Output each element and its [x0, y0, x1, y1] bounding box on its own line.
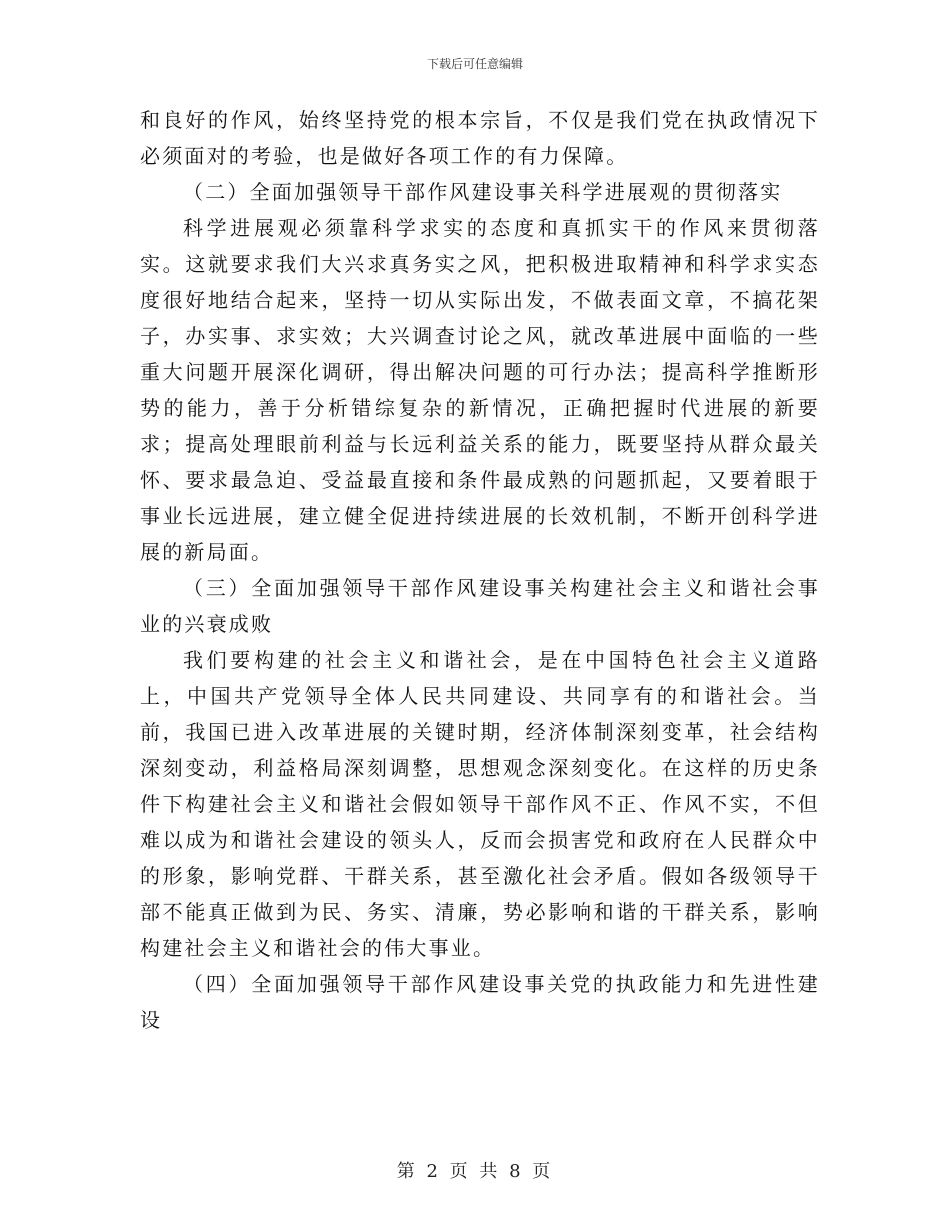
- section-heading-3: （三）全面加强领导干部作风建设事关构建社会主义和谐社会事业的兴衰成败: [140, 576, 820, 636]
- section-heading-4: （四）全面加强领导干部作风建设事关党的执政能力和先进性建设: [140, 972, 820, 1032]
- paragraph-scientific-development: 科学进展观必须靠科学求实的态度和真抓实干的作风来贯彻落实。这就要求我们大兴求真务实之风，把积极进取精神和科学求实态度很好地结合起来，坚持一切从实际出发，不做表面文章，不搞花架子，办实事、求实效；大兴调查讨论之风，就改革进展中面临的一些重大问题开展深化调研，得出解决问题的可行办法；提高科学推断形势的能力，善于分析错综复杂的新情况，正确把握时代进展的新要求；提高处理眼前利益与长远利益关系的能力，既要坚持从群众最关怀、要求最急迫、受益最直接和条件最成熟的问题抓起，又要着眼于事业长远进展，建立健全促进持续进展的长效机制，不断开创科学进展的新局面。: [140, 216, 820, 564]
- section-heading-2: （二）全面加强领导干部作风建设事关科学进展观的贯彻落实: [183, 180, 783, 204]
- paragraph-harmonious-society: 我们要构建的社会主义和谐社会，是在中国特色社会主义道路上，中国共产党领导全体人民共同建设、共同享有的和谐社会。当前，我国已进入改革进展的关键时期，经济体制深刻变革，社会结构深刻变动，利益格局深刻调整，思想观念深刻变化。在这样的历史条件下构建社会主义和谐社会假如领导干部作风不正、作风不实，不但难以成为和谐社会建设的领头人，反而会损害党和政府在人民群众中的形象，影响党群、干群关系，甚至激化社会矛盾。假如各级领导干部不能真正做到为民、务实、清廉，势必影响和谐的干群关系，影响构建社会主义和谐社会的伟大事业。: [140, 648, 820, 960]
- document-body: [140, 102, 820, 1038]
- page-header: 下载后可任意编辑: [426, 57, 523, 71]
- paragraph-continuation: 和良好的作风，始终坚持党的根本宗旨，不仅是我们党在执政情况下必须面对的考验，也是做好各项工作的有力保障。: [140, 108, 820, 168]
- page-number-footer: 第 2 页 共 8 页: [396, 1161, 554, 1182]
